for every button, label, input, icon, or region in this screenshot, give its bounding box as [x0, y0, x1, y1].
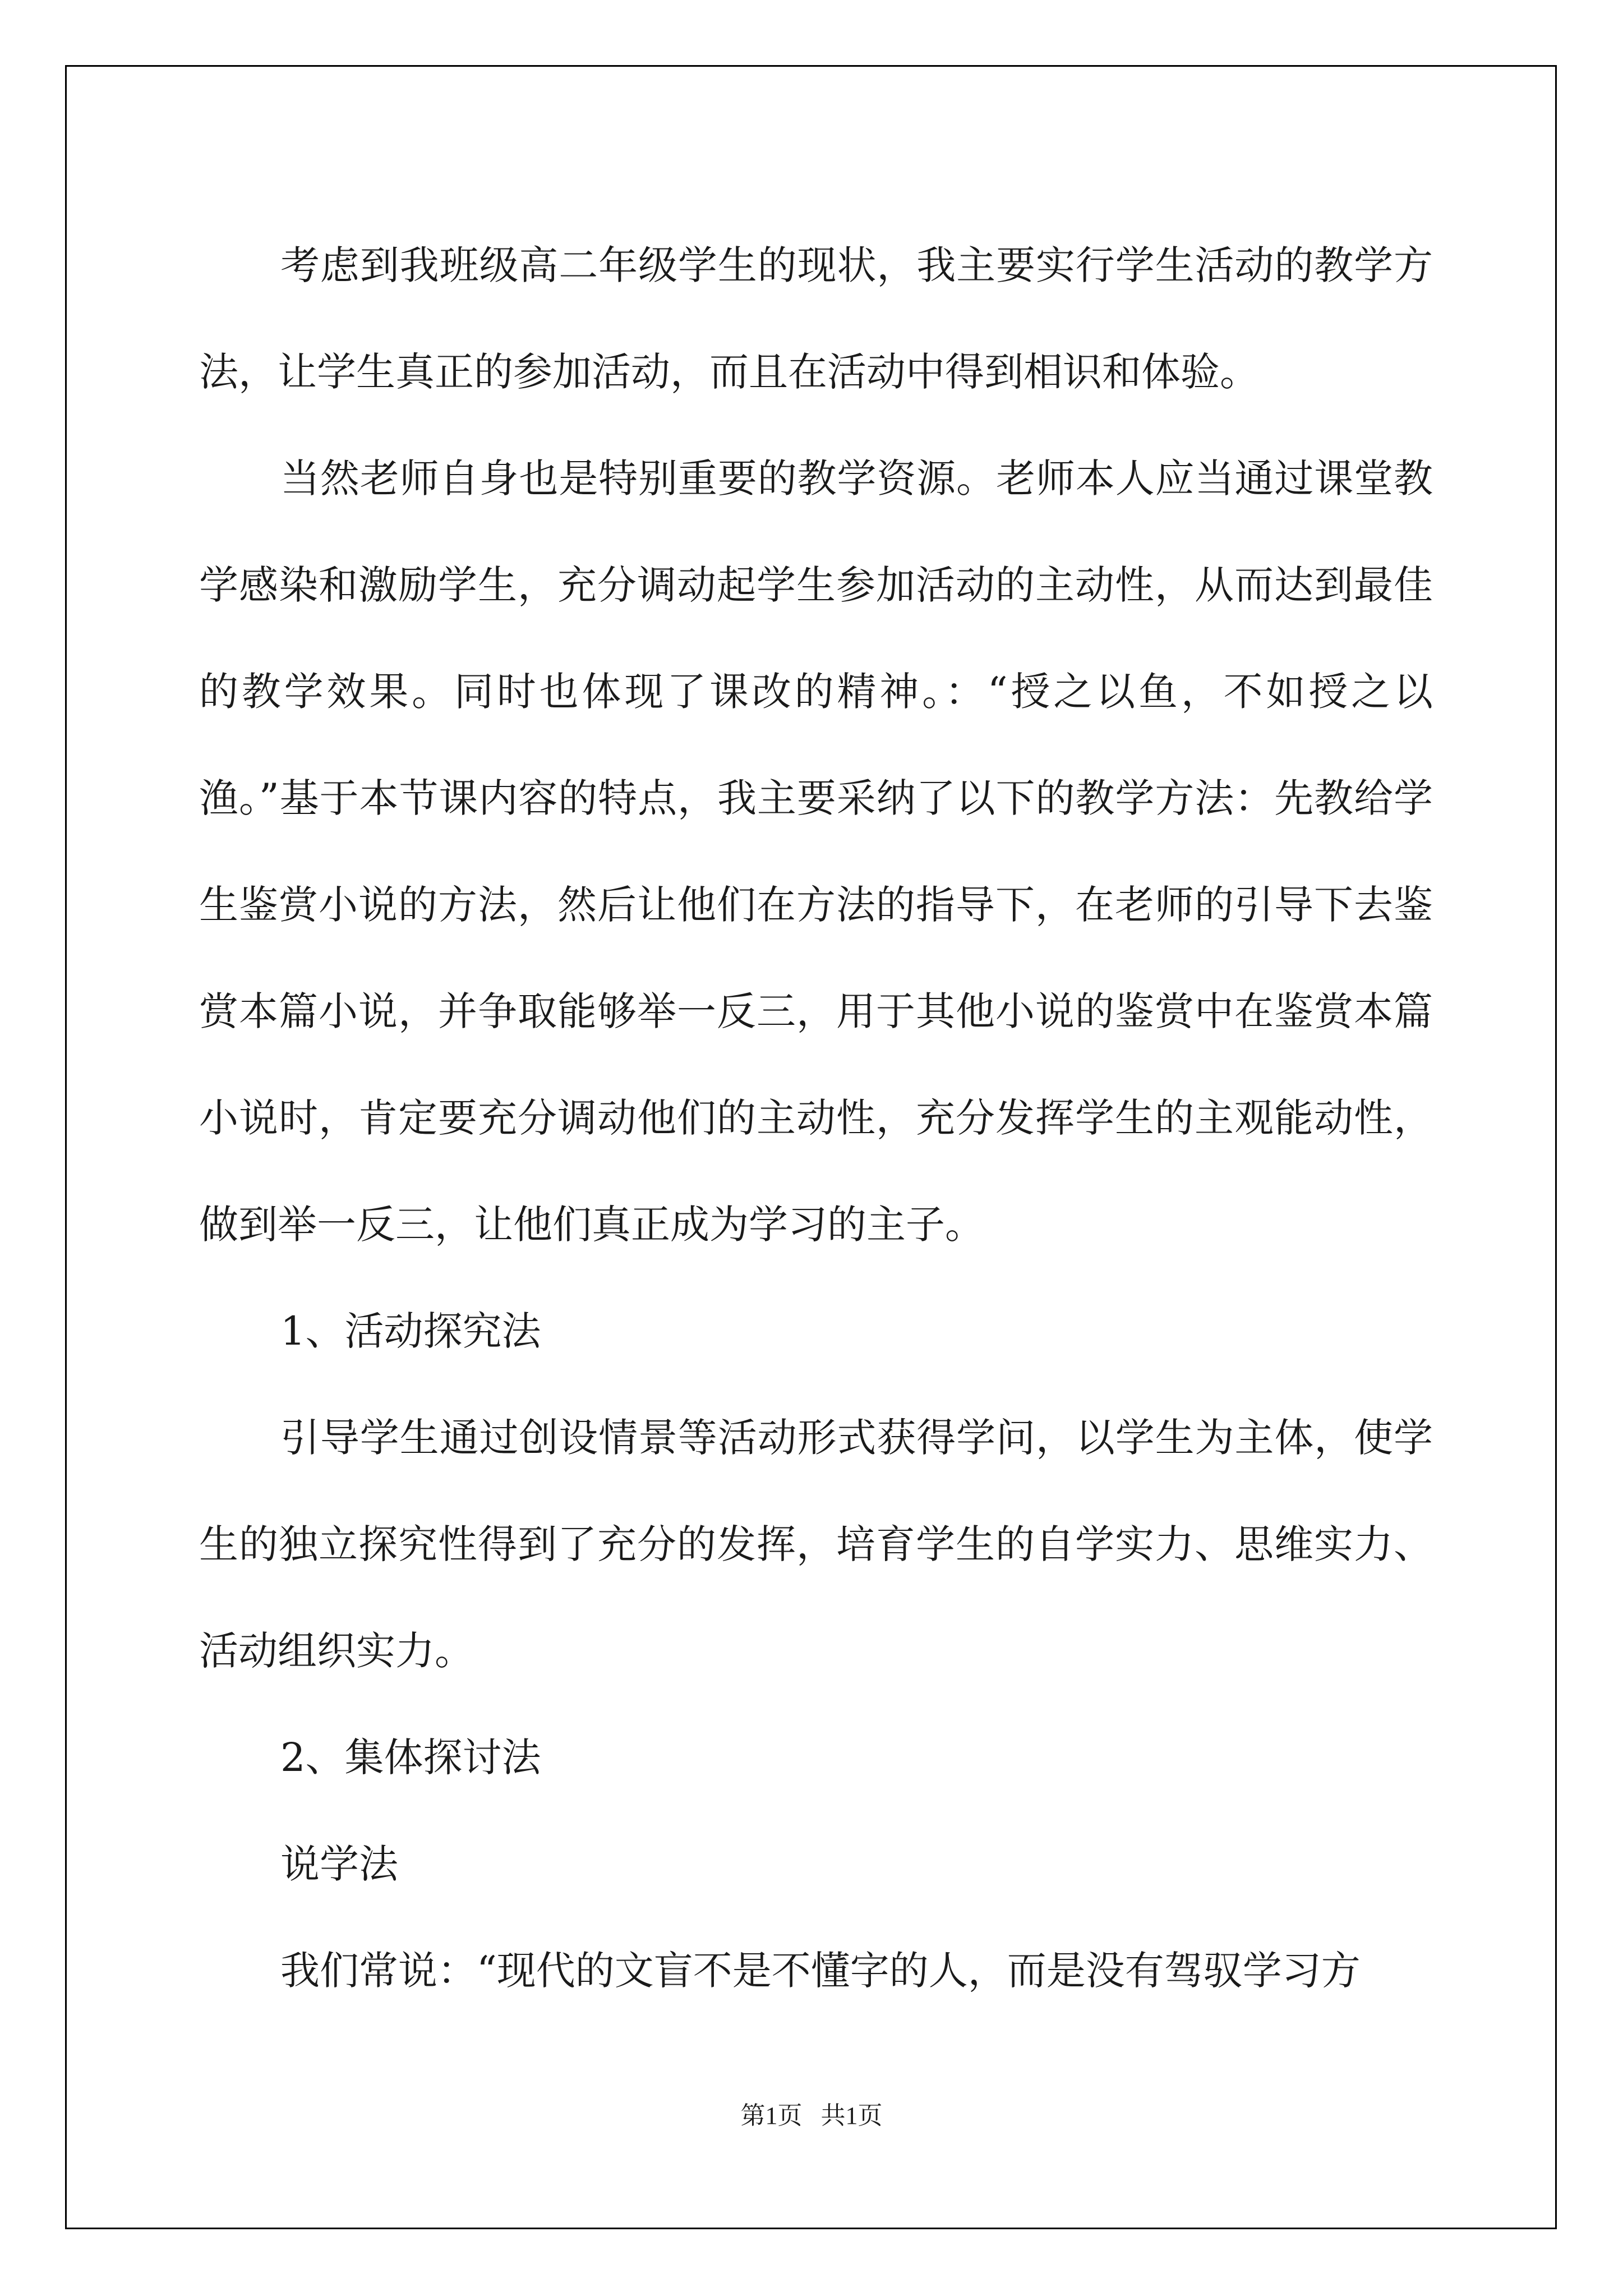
- paragraph-teaching-methods: 当然老师自身也是特别重要的教学资源。老师本人应当通过课堂教学感染和激励学生，充分调动起学生参加活动的主动性，从而达到最佳的教学效果。同时也体现了课改的精神。：“授之以鱼，不如授之以渔。”基于本节课内容的特点，我主要采纳了以下的教学方法：先教给学生鉴赏小说的方法，然后让他们在方法的指导下，在老师的引导下去鉴赏本篇小说，并争取能够举一反三，用于其他小说的鉴赏中在鉴赏本篇小说时，肯定要充分调动他们的主动性，充分发挥学生的主观能动性，做到举一反三，让他们真正成为学习的主子。: [199, 455, 1433, 1248]
- paragraph-student-status: 考虑到我班级高二年级学生的现状，我主要实行学生活动的教学方法，让学生真正的参加活动，而且在活动中得到相识和体验。: [199, 242, 1433, 395]
- heading-learning-methods: 说学法: [280, 1841, 398, 1887]
- heading-group-discussion: 2、集体探讨法: [280, 1734, 541, 1780]
- page-footer: 第1页 共1页: [740, 2102, 883, 2129]
- document-body: [199, 212, 1433, 2024]
- paragraph-quote: 我们常说：“现代的文盲不是不懂字的人，而是没有驾驭学习方: [280, 1948, 1361, 1994]
- heading-activity-inquiry: 1、活动探究法: [280, 1308, 541, 1354]
- paragraph-activity-inquiry: 引导学生通过创设情景等活动形式获得学问，以学生为主体，使学生的独立探究性得到了充分的发挥，培育学生的自学实力、思维实力、活动组织实力。: [199, 1415, 1433, 1674]
